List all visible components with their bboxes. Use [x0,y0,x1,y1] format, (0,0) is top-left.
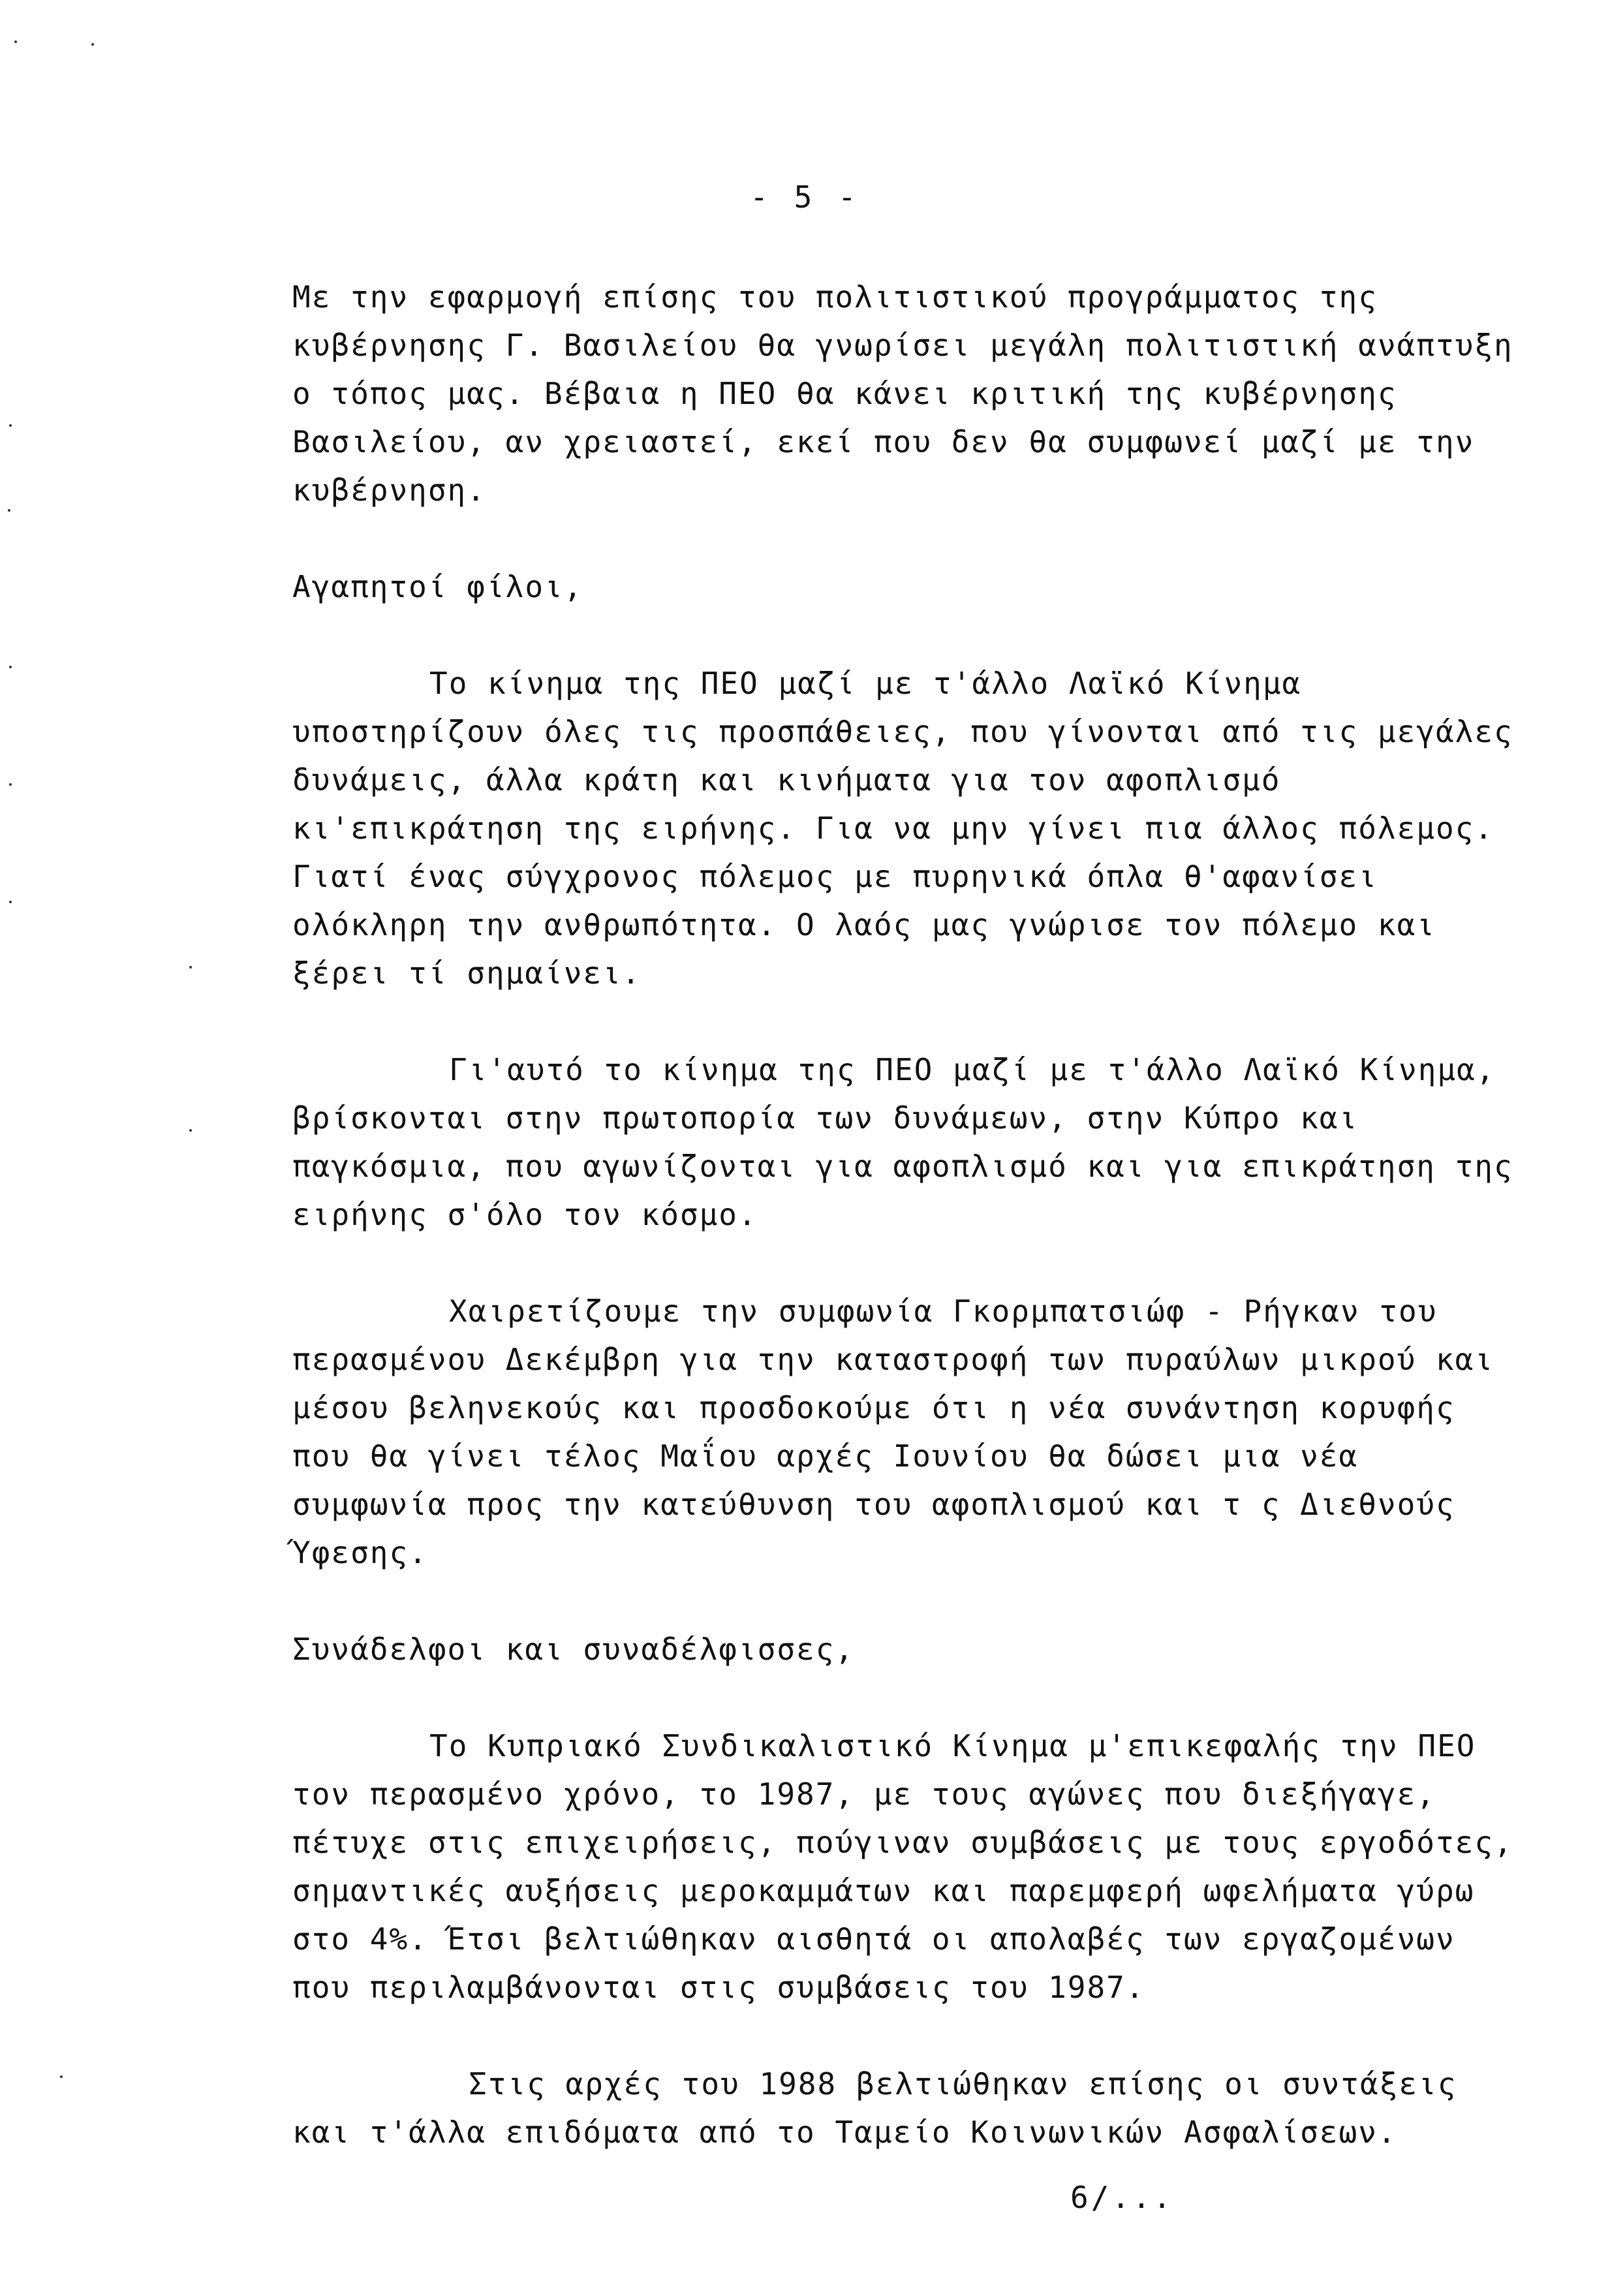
continuation-marker: 6/... [1070,2180,1174,2215]
page-number: - 5 - [750,179,860,215]
salutation-colleagues: Συνάδελφοι και συναδέλφισσες, [292,1632,855,1667]
scan-speck [8,509,10,512]
paragraph-pensions: Στις αρχές του 1988 βελτιώθηκαν επίσης οι συντάξεις και τ'άλλα επιδόματα από το Ταμείο Κοινωνικών Ασφαλίσεων. [292,2066,1477,2150]
scan-speck [60,2075,63,2078]
paragraph-wage-increases: Το Κυπριακό Συνδικαλιστικό Κίνημα μ'επικεφαλής την ΠΕΟ τον περασμένο χρόνο, το 1987, με τους αγώνες που διεξήγαγε, πέτυχε στις επιχειρήσεις, πούγιναν συμβάσεις με τους εργοδότες, σημαντικές αυξήσεις μεροκαμμάτων και παρεμφερή ωφελήματα γύρω στο 4%. Έτσι βελτιώθηκαν αισθητά οι απολαβές των εργαζομένων που περιλαμβάνονται στις συμβάσεις του 1987. [292,1728,1533,2005]
paragraph-cultural-program: Με την εφαρμογή επίσης του πολιτιστικού προγράμματος της κυβέρνησης Γ. Βασιλείου θα γνωρίσει μεγάλη πολιτιστική ανάπτυξη ο τόπος μας. Βέβαια η ΠΕΟ θα κάνει κριτική της κυβέρνησης Βασιλείου, αν χρειαστεί, εκεί που δεν θα συμφωνεί μαζί με την κυβέρνηση. [292,279,1533,508]
salutation-friends: Αγαπητοί φίλοι, [292,569,583,604]
scan-speck [91,43,94,46]
scan-speck [189,1129,192,1132]
document-body [292,273,1533,2205]
paragraph-disarmament: Γι'αυτό το κίνημα της ΠΕΟ μαζί με τ'άλλο Λαϊκό Κίνημα, βρίσκονται στην πρωτοπορία των δυνάμεων, στην Κύπρο και παγκόσμια, που αγωνίζονται για αφοπλισμό και για επικράτηση της ειρήνης σ'όλο τον κόσμο. [292,1052,1533,1232]
scan-speck [14,40,17,43]
scan-speck [9,783,12,786]
scan-speck [9,424,12,427]
paragraph-summit-agreement: Χαιρετίζουμε την συμφωνία Γκορμπατσιώφ - Ρήγκαν του περασμένου Δεκέμβρη για την καταστροφή των πυραύλων μικρού και μέσου βεληνεκούς και προσδοκούμε ότι η νέα συνάντηση κορυφής που θα γίνει τέλος Μαΐου αρχές Ιουνίου θα δώσει μια νέα συμφωνία προς την κατεύθυνση του αφοπλισμού και τ ς Διεθνούς Ύφεσης. [292,1294,1513,1570]
scan-speck [9,666,12,668]
scan-speck [189,966,192,969]
scan-speck [9,901,12,903]
paragraph-peace-movement: Το κίνημα της ΠΕΟ μαζί με τ'άλλο Λαϊκό Κίνημα υποστηρίζουν όλες τις προσπάθειες, που γίνονται από τις μεγάλες δυνάμεις, άλλα κράτη και κινήματα για τον αφοπλισμό κι'επικράτηση της ειρήνης. Για να μην γίνει πια άλλος πόλεμος. Γιατί ένας σύγχρονος πόλεμος με πυρηνικά όπλα θ'αφανίσει ολόκληρη την ανθρωπότητα. Ο λαός μας γνώρισε τον πόλεμο και ξέρει τί σημαίνει. [292,666,1533,991]
